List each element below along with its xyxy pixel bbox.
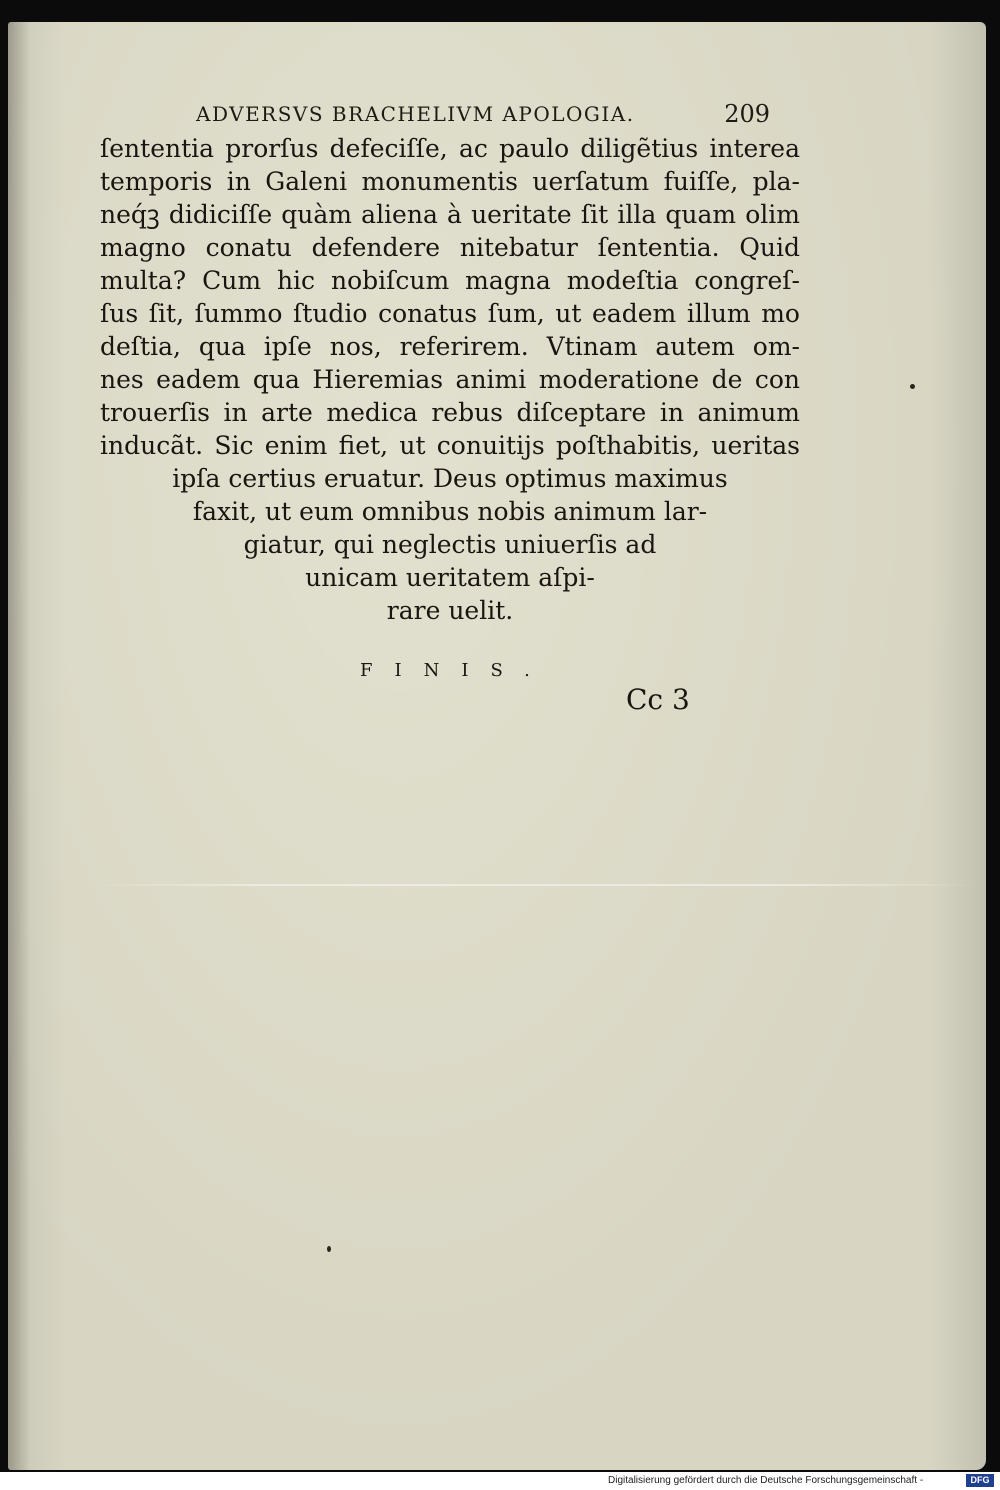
text-line: neq́ꝫ didiciſſe quàm aliena à ueritate ſit illa quam olim: [100, 200, 800, 229]
running-title: ADVERSVS BRACHELIVM APOLOGIA.: [196, 102, 635, 126]
fold-crease: [88, 884, 978, 886]
text-line: nes eadem qua Hieremias animi moderatione de con: [100, 365, 800, 394]
text-line: inducãt. Sic enim fiet, ut conuitijs poſthabitis, ueritas: [100, 431, 800, 460]
text-line: trouerſis in arte medica rebus diſceptare in animum: [100, 398, 800, 427]
page-number: 209: [724, 100, 770, 128]
text-line: deſtia, qua ipſe nos, referirem. Vtinam autem om-: [100, 332, 800, 361]
text-line: temporis in Galeni monumentis uerſatum fuiſſe, pla-: [100, 167, 800, 196]
text-line: magno conatu defendere nitebatur ſententia. Quid: [100, 233, 800, 262]
dfg-logo: DFG: [966, 1474, 994, 1487]
text-line: unicam ueritatem aſpi-: [305, 563, 595, 592]
digitization-credit: Digitalisierung gefördert durch die Deutsche Forschungsgemeinschaft -: [608, 1475, 924, 1486]
text-line: faxit, ut eum omnibus nobis animum lar-: [192, 497, 708, 526]
ink-speck: [327, 1246, 331, 1252]
text-line: giatur, qui neglectis uniuerſis ad: [243, 530, 657, 559]
text-line: rare uelit.: [386, 596, 514, 625]
gutter-shadow: [8, 22, 30, 1470]
finis-mark: FINIS.: [360, 660, 552, 681]
text-line: ſus ſit, ſummo ſtudio conatus ſum, ut eadem illum mo: [100, 299, 800, 328]
text-line: ipſa certius eruatur. Deus optimus maximus: [172, 464, 728, 493]
body-text: [100, 132, 800, 627]
signature-mark: Cc 3: [626, 683, 690, 716]
text-line: ſententia prorſus defeciſſe, ac paulo diligẽtius interea: [100, 134, 800, 163]
ink-speck: [910, 384, 915, 389]
running-head: [196, 98, 776, 128]
text-line: multa? Cum hic nobiſcum magna modeſtia congreſ-: [100, 266, 800, 295]
